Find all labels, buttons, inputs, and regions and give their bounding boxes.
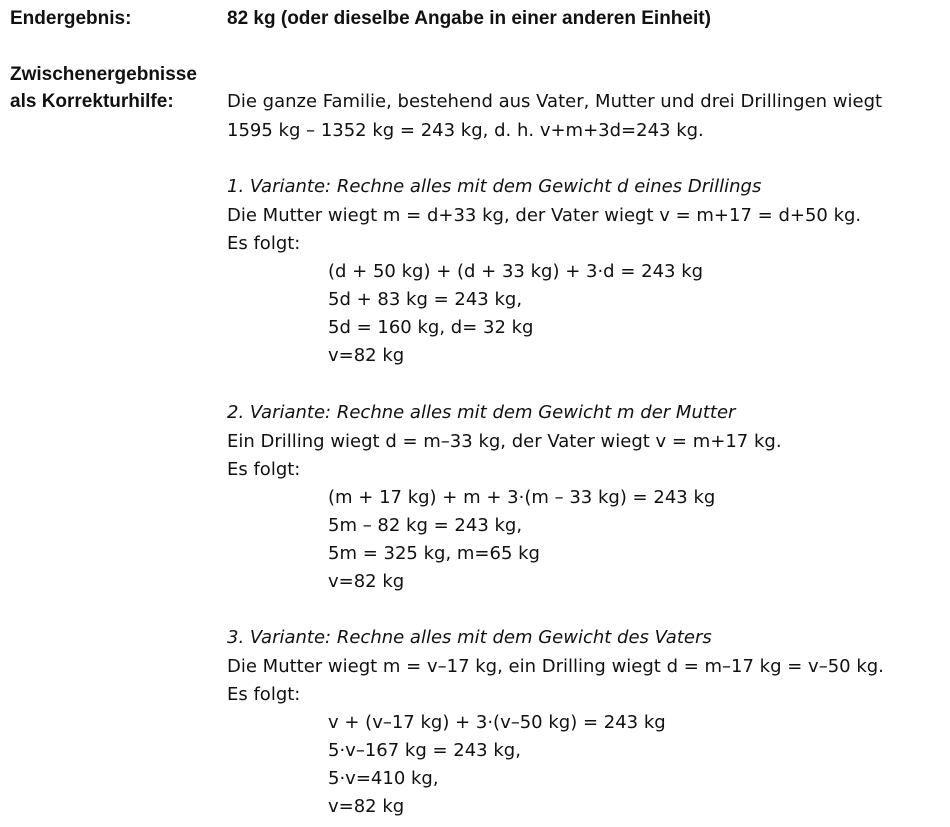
endergebnis-value: 82 kg (oder dieselbe Angabe in einer anderen Einheit) xyxy=(227,8,711,29)
variant-1-eq-2: 5d + 83 kg = 243 kg, xyxy=(328,289,523,310)
variant-1-eq-1: (d + 50 kg) + (d + 33 kg) + 3·d = 243 kg xyxy=(328,261,704,282)
intro-line-2: 1595 kg – 1352 kg = 243 kg, d. h. v+m+3d=243 kg. xyxy=(227,120,704,141)
variant-2-eq-1: (m + 17 kg) + m + 3·(m – 33 kg) = 243 kg xyxy=(328,487,716,508)
variant-3-eq-4: v=82 kg xyxy=(328,796,405,817)
variant-3-eq-3: 5·v=410 kg, xyxy=(328,768,439,789)
variant-1-relation: Die Mutter wiegt m = d+33 kg, der Vater wiegt v = m+17 = d+50 kg. xyxy=(227,205,862,226)
variant-2-eq-2: 5m – 82 kg = 243 kg, xyxy=(328,515,523,536)
variant-1-eq-4: v=82 kg xyxy=(328,345,405,366)
variant-3-relation: Die Mutter wiegt m = v–17 kg, ein Drilling wiegt d = m–17 kg = v–50 kg. xyxy=(227,656,884,677)
endergebnis-label: Endergebnis: xyxy=(10,8,132,29)
variant-2-eq-4: v=82 kg xyxy=(328,571,405,592)
variant-3-folgt: Es folgt: xyxy=(227,684,301,705)
variant-3-eq-1: v + (v–17 kg) + 3·(v–50 kg) = 243 kg xyxy=(328,712,666,733)
variant-1-eq-3: 5d = 160 kg, d= 32 kg xyxy=(328,317,534,338)
zwischen-label-line2: als Korrekturhilfe: xyxy=(10,91,174,112)
variant-3-title: 3. Variante: Rechne alles mit dem Gewicht des Vaters xyxy=(227,627,712,648)
variant-1-folgt: Es folgt: xyxy=(227,233,301,254)
variant-2-relation: Ein Drilling wiegt d = m–33 kg, der Vater wiegt v = m+17 kg. xyxy=(227,431,782,452)
zwischen-label-line1: Zwischenergebnisse xyxy=(10,64,197,85)
variant-1-title: 1. Variante: Rechne alles mit dem Gewicht d eines Drillings xyxy=(227,176,762,197)
variant-2-eq-3: 5m = 325 kg, m=65 kg xyxy=(328,543,540,564)
variant-2-title: 2. Variante: Rechne alles mit dem Gewicht m der Mutter xyxy=(227,402,736,423)
variant-3-eq-2: 5·v–167 kg = 243 kg, xyxy=(328,740,521,761)
variant-2-folgt: Es folgt: xyxy=(227,459,301,480)
intro-line-1: Die ganze Familie, bestehend aus Vater, Mutter und drei Drillingen wiegt xyxy=(227,91,883,112)
